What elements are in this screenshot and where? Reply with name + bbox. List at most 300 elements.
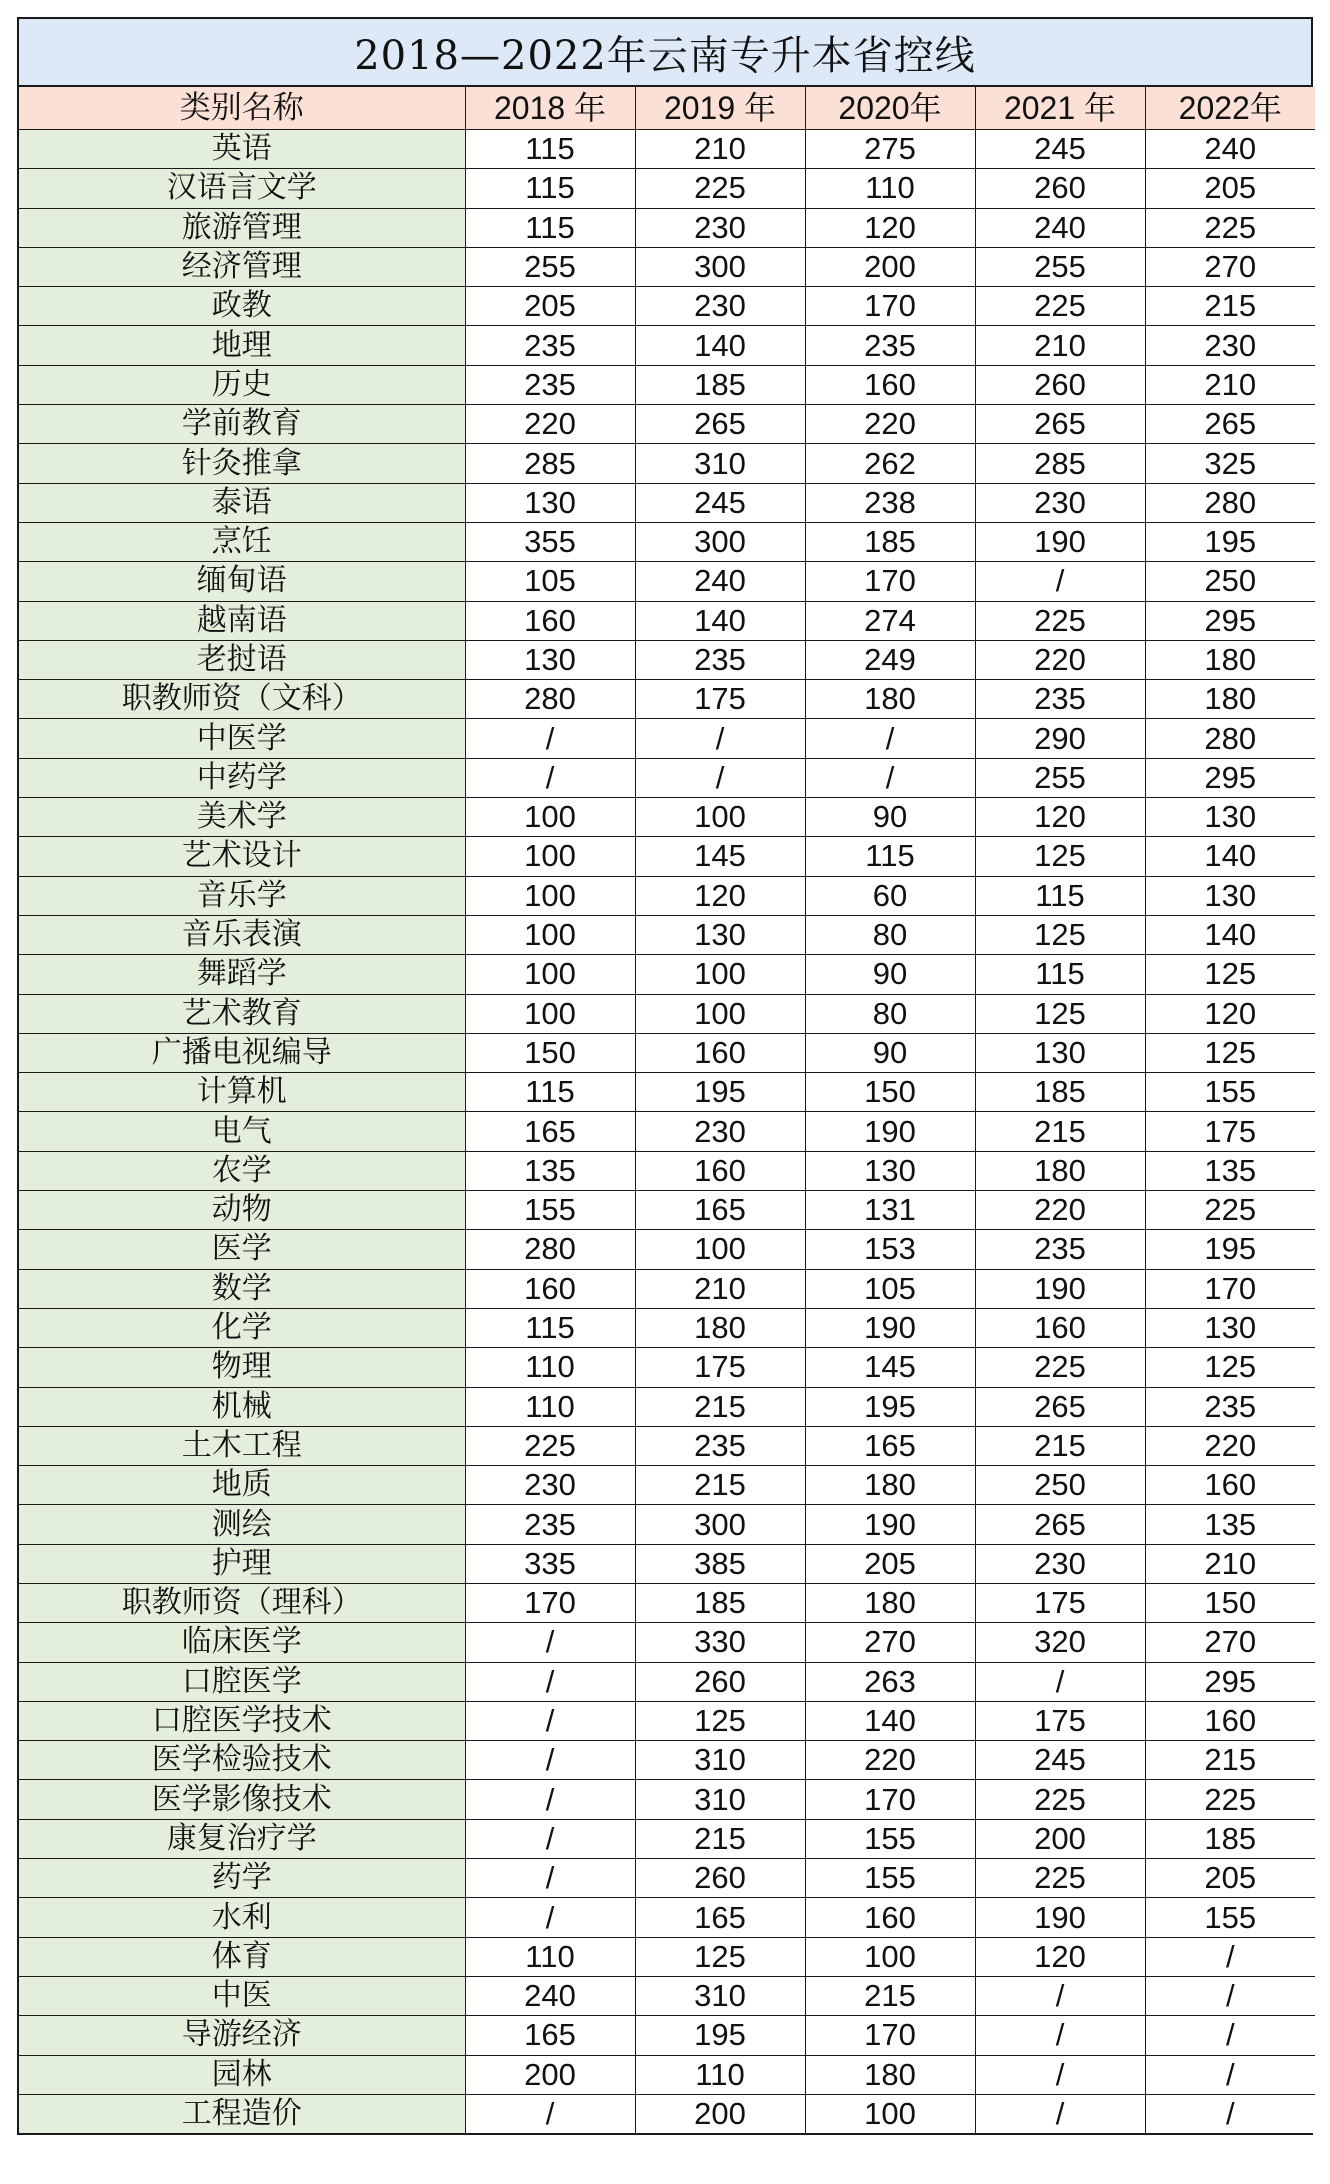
table-row xyxy=(19,1544,1315,1583)
score-cell-2020: 100 xyxy=(805,1937,975,1976)
score-cell-2022: 155 xyxy=(1145,1898,1315,1937)
table-row xyxy=(19,1859,1315,1898)
score-cell-2020: 220 xyxy=(805,1741,975,1780)
category-name-cell: 老挝语 xyxy=(19,640,465,679)
score-cell-2022: 180 xyxy=(1145,680,1315,719)
column-header-2021: 2021 年 xyxy=(975,87,1145,130)
score-cell-2021: 225 xyxy=(975,287,1145,326)
score-cell-2018: / xyxy=(465,1623,635,1662)
score-table-sheet xyxy=(17,17,1313,2135)
category-name-cell: 医学检验技术 xyxy=(19,1741,465,1780)
score-cell-2019: 145 xyxy=(635,837,805,876)
category-name-cell: 计算机 xyxy=(19,1073,465,1112)
score-cell-2021: / xyxy=(975,1976,1145,2015)
score-cell-2018: 135 xyxy=(465,1151,635,1190)
score-cell-2022: 195 xyxy=(1145,1230,1315,1269)
score-cell-2022: 185 xyxy=(1145,1819,1315,1858)
score-cell-2020: 100 xyxy=(805,2094,975,2133)
category-name-cell: 地质 xyxy=(19,1466,465,1505)
score-cell-2018: / xyxy=(465,1859,635,1898)
score-cell-2019: 125 xyxy=(635,1937,805,1976)
score-cell-2019: 140 xyxy=(635,326,805,365)
score-cell-2020: 238 xyxy=(805,483,975,522)
score-cell-2021: 260 xyxy=(975,365,1145,404)
score-cell-2022: 135 xyxy=(1145,1151,1315,1190)
score-cell-2020: 249 xyxy=(805,640,975,679)
score-cell-2018: 115 xyxy=(465,130,635,169)
score-cell-2020: 205 xyxy=(805,1544,975,1583)
score-cell-2021: 115 xyxy=(975,955,1145,994)
score-cell-2018: 115 xyxy=(465,169,635,208)
score-cell-2019: 195 xyxy=(635,1073,805,1112)
table-row xyxy=(19,955,1315,994)
category-name-cell: 汉语言文学 xyxy=(19,169,465,208)
score-cell-2019: 200 xyxy=(635,2094,805,2133)
table-row xyxy=(19,365,1315,404)
score-cell-2021: 175 xyxy=(975,1701,1145,1740)
score-cell-2021: 225 xyxy=(975,1348,1145,1387)
score-cell-2020: 185 xyxy=(805,522,975,561)
score-cell-2021: 220 xyxy=(975,1191,1145,1230)
score-cell-2019: 300 xyxy=(635,522,805,561)
column-header-2022: 2022年 xyxy=(1145,87,1315,130)
table-row xyxy=(19,483,1315,522)
score-cell-2022: 215 xyxy=(1145,287,1315,326)
score-cell-2018: 220 xyxy=(465,405,635,444)
category-name-cell: 口腔医学技术 xyxy=(19,1701,465,1740)
score-cell-2021: 260 xyxy=(975,169,1145,208)
score-cell-2021: / xyxy=(975,2016,1145,2055)
category-name-cell: 越南语 xyxy=(19,601,465,640)
score-cell-2021: 125 xyxy=(975,915,1145,954)
score-cell-2020: 170 xyxy=(805,287,975,326)
score-cell-2020: 90 xyxy=(805,798,975,837)
table-row xyxy=(19,1623,1315,1662)
score-cell-2021: 230 xyxy=(975,483,1145,522)
table-row xyxy=(19,601,1315,640)
score-cell-2021: 240 xyxy=(975,208,1145,247)
category-name-cell: 经济管理 xyxy=(19,247,465,286)
score-cell-2022: 225 xyxy=(1145,1780,1315,1819)
category-name-cell: 历史 xyxy=(19,365,465,404)
score-cell-2022: 220 xyxy=(1145,1426,1315,1465)
score-cell-2022: 180 xyxy=(1145,640,1315,679)
score-cell-2022: / xyxy=(1145,1976,1315,2015)
score-cell-2018: 280 xyxy=(465,680,635,719)
score-cell-2022: 280 xyxy=(1145,719,1315,758)
score-cell-2020: 153 xyxy=(805,1230,975,1269)
table-title: 2018—2022年云南专升本省控线 xyxy=(19,19,1311,87)
category-name-cell: 导游经济 xyxy=(19,2016,465,2055)
category-name-cell: 英语 xyxy=(19,130,465,169)
score-cell-2021: 175 xyxy=(975,1583,1145,1622)
score-cell-2018: 280 xyxy=(465,1230,635,1269)
score-cell-2022: 175 xyxy=(1145,1112,1315,1151)
table-row xyxy=(19,1741,1315,1780)
score-cell-2021: / xyxy=(975,562,1145,601)
score-cell-2018: 240 xyxy=(465,1976,635,2015)
score-cell-2021: / xyxy=(975,2094,1145,2133)
score-cell-2019: 185 xyxy=(635,365,805,404)
score-cell-2019: 310 xyxy=(635,1976,805,2015)
score-cell-2020: 200 xyxy=(805,247,975,286)
score-cell-2019: / xyxy=(635,758,805,797)
score-cell-2022: 235 xyxy=(1145,1387,1315,1426)
score-cell-2018: 130 xyxy=(465,483,635,522)
score-cell-2020: 195 xyxy=(805,1387,975,1426)
score-cell-2021: 290 xyxy=(975,719,1145,758)
score-cell-2019: 180 xyxy=(635,1308,805,1347)
score-cell-2018: 115 xyxy=(465,208,635,247)
column-header-2020: 2020年 xyxy=(805,87,975,130)
score-cell-2021: 200 xyxy=(975,1819,1145,1858)
score-cell-2019: 175 xyxy=(635,680,805,719)
score-cell-2019: 385 xyxy=(635,1544,805,1583)
score-cell-2021: 225 xyxy=(975,1780,1145,1819)
score-cell-2021: 215 xyxy=(975,1426,1145,1465)
score-cell-2022: / xyxy=(1145,2055,1315,2094)
score-cell-2021: 225 xyxy=(975,1859,1145,1898)
score-cell-2019: 160 xyxy=(635,1151,805,1190)
table-row xyxy=(19,2016,1315,2055)
category-name-cell: 政教 xyxy=(19,287,465,326)
category-name-cell: 职教师资（文科） xyxy=(19,680,465,719)
score-cell-2022: 195 xyxy=(1145,522,1315,561)
table-row xyxy=(19,522,1315,561)
score-cell-2021: 120 xyxy=(975,798,1145,837)
score-cell-2022: 125 xyxy=(1145,1348,1315,1387)
score-cell-2022: 215 xyxy=(1145,1741,1315,1780)
score-cell-2022: 270 xyxy=(1145,247,1315,286)
table-row xyxy=(19,1426,1315,1465)
table-row xyxy=(19,837,1315,876)
score-cell-2019: 330 xyxy=(635,1623,805,1662)
score-cell-2019: 265 xyxy=(635,405,805,444)
score-cell-2020: 160 xyxy=(805,365,975,404)
table-row xyxy=(19,1898,1315,1937)
category-name-cell: 园林 xyxy=(19,2055,465,2094)
score-cell-2019: 230 xyxy=(635,208,805,247)
score-cell-2018: / xyxy=(465,719,635,758)
score-cell-2019: 210 xyxy=(635,130,805,169)
table-row xyxy=(19,1308,1315,1347)
score-cell-2018: 160 xyxy=(465,1269,635,1308)
score-cell-2020: 270 xyxy=(805,1623,975,1662)
table-row xyxy=(19,444,1315,483)
score-cell-2020: 180 xyxy=(805,1466,975,1505)
score-cell-2018: 355 xyxy=(465,522,635,561)
score-cell-2020: 60 xyxy=(805,876,975,915)
score-cell-2021: 225 xyxy=(975,601,1145,640)
table-row xyxy=(19,169,1315,208)
score-cell-2020: 263 xyxy=(805,1662,975,1701)
score-cell-2019: 120 xyxy=(635,876,805,915)
score-cell-2022: 325 xyxy=(1145,444,1315,483)
header-row xyxy=(19,87,1315,130)
score-cell-2021: 265 xyxy=(975,1505,1145,1544)
score-cell-2020: / xyxy=(805,758,975,797)
score-cell-2019: 160 xyxy=(635,1033,805,1072)
category-name-cell: 临床医学 xyxy=(19,1623,465,1662)
score-cell-2020: 180 xyxy=(805,680,975,719)
score-cell-2022: 205 xyxy=(1145,169,1315,208)
score-cell-2022: 160 xyxy=(1145,1466,1315,1505)
score-cell-2020: 115 xyxy=(805,837,975,876)
score-cell-2019: 310 xyxy=(635,1741,805,1780)
score-cell-2020: 190 xyxy=(805,1308,975,1347)
score-table xyxy=(19,87,1315,2133)
table-row xyxy=(19,2055,1315,2094)
table-row xyxy=(19,680,1315,719)
table-row xyxy=(19,326,1315,365)
score-cell-2021: 160 xyxy=(975,1308,1145,1347)
score-cell-2022: 160 xyxy=(1145,1701,1315,1740)
score-cell-2022: 295 xyxy=(1145,1662,1315,1701)
score-cell-2019: 175 xyxy=(635,1348,805,1387)
score-cell-2020: 120 xyxy=(805,208,975,247)
score-cell-2018: 160 xyxy=(465,601,635,640)
score-cell-2021: 125 xyxy=(975,994,1145,1033)
score-cell-2021: 180 xyxy=(975,1151,1145,1190)
score-cell-2018: 235 xyxy=(465,365,635,404)
score-cell-2020: 275 xyxy=(805,130,975,169)
score-cell-2022: 210 xyxy=(1145,365,1315,404)
category-name-cell: 农学 xyxy=(19,1151,465,1190)
table-row xyxy=(19,1701,1315,1740)
score-cell-2021: 245 xyxy=(975,130,1145,169)
score-cell-2018: 205 xyxy=(465,287,635,326)
category-name-cell: 护理 xyxy=(19,1544,465,1583)
score-cell-2021: 185 xyxy=(975,1073,1145,1112)
score-cell-2020: 90 xyxy=(805,1033,975,1072)
score-cell-2021: 265 xyxy=(975,405,1145,444)
category-name-cell: 物理 xyxy=(19,1348,465,1387)
score-cell-2022: 295 xyxy=(1145,758,1315,797)
category-name-cell: 化学 xyxy=(19,1308,465,1347)
category-name-cell: 针灸推拿 xyxy=(19,444,465,483)
table-row xyxy=(19,1583,1315,1622)
table-row xyxy=(19,994,1315,1033)
score-cell-2018: 155 xyxy=(465,1191,635,1230)
column-header-2019: 2019 年 xyxy=(635,87,805,130)
table-row xyxy=(19,798,1315,837)
score-cell-2020: 80 xyxy=(805,994,975,1033)
category-name-cell: 学前教育 xyxy=(19,405,465,444)
category-name-cell: 音乐表演 xyxy=(19,915,465,954)
category-name-cell: 数学 xyxy=(19,1269,465,1308)
table-row xyxy=(19,1073,1315,1112)
category-name-cell: 动物 xyxy=(19,1191,465,1230)
score-cell-2021: 235 xyxy=(975,680,1145,719)
score-cell-2020: 170 xyxy=(805,2016,975,2055)
category-name-cell: 土木工程 xyxy=(19,1426,465,1465)
score-cell-2018: / xyxy=(465,1780,635,1819)
score-cell-2021: 255 xyxy=(975,247,1145,286)
score-cell-2020: 155 xyxy=(805,1859,975,1898)
score-cell-2018: 100 xyxy=(465,837,635,876)
score-cell-2021: 285 xyxy=(975,444,1145,483)
category-name-cell: 机械 xyxy=(19,1387,465,1426)
score-cell-2018: 100 xyxy=(465,994,635,1033)
score-cell-2019: 215 xyxy=(635,1466,805,1505)
score-cell-2018: / xyxy=(465,1701,635,1740)
column-header-2018: 2018 年 xyxy=(465,87,635,130)
score-cell-2018: 165 xyxy=(465,2016,635,2055)
score-cell-2022: 270 xyxy=(1145,1623,1315,1662)
column-header-category: 类别名称 xyxy=(19,87,465,130)
score-cell-2020: 180 xyxy=(805,2055,975,2094)
score-cell-2022: 140 xyxy=(1145,837,1315,876)
score-cell-2021: 320 xyxy=(975,1623,1145,1662)
score-cell-2019: 100 xyxy=(635,1230,805,1269)
table-row xyxy=(19,1505,1315,1544)
score-cell-2018: 225 xyxy=(465,1426,635,1465)
category-name-cell: 医学 xyxy=(19,1230,465,1269)
table-row xyxy=(19,1348,1315,1387)
category-name-cell: 口腔医学 xyxy=(19,1662,465,1701)
score-cell-2019: 125 xyxy=(635,1701,805,1740)
score-cell-2021: 115 xyxy=(975,876,1145,915)
category-name-cell: 艺术设计 xyxy=(19,837,465,876)
score-cell-2018: 110 xyxy=(465,1937,635,1976)
score-cell-2020: 170 xyxy=(805,562,975,601)
score-cell-2022: 135 xyxy=(1145,1505,1315,1544)
table-row xyxy=(19,1151,1315,1190)
table-row xyxy=(19,1269,1315,1308)
score-cell-2019: 310 xyxy=(635,1780,805,1819)
score-cell-2020: 80 xyxy=(805,915,975,954)
score-cell-2018: 170 xyxy=(465,1583,635,1622)
score-cell-2020: 145 xyxy=(805,1348,975,1387)
score-cell-2021: 245 xyxy=(975,1741,1145,1780)
score-cell-2019: 100 xyxy=(635,955,805,994)
score-cell-2019: 225 xyxy=(635,169,805,208)
score-cell-2020: 130 xyxy=(805,1151,975,1190)
table-row xyxy=(19,915,1315,954)
score-cell-2022: 225 xyxy=(1145,208,1315,247)
score-cell-2019: 140 xyxy=(635,601,805,640)
score-cell-2022: 150 xyxy=(1145,1583,1315,1622)
score-cell-2018: 110 xyxy=(465,1348,635,1387)
score-cell-2022: 130 xyxy=(1145,1308,1315,1347)
score-cell-2019: 185 xyxy=(635,1583,805,1622)
score-cell-2021: 130 xyxy=(975,1033,1145,1072)
table-row xyxy=(19,2094,1315,2133)
score-cell-2022: 210 xyxy=(1145,1544,1315,1583)
score-cell-2019: 235 xyxy=(635,1426,805,1465)
score-cell-2022: / xyxy=(1145,2094,1315,2133)
category-name-cell: 康复治疗学 xyxy=(19,1819,465,1858)
category-name-cell: 艺术教育 xyxy=(19,994,465,1033)
table-row xyxy=(19,562,1315,601)
score-cell-2019: 110 xyxy=(635,2055,805,2094)
score-cell-2021: 120 xyxy=(975,1937,1145,1976)
score-cell-2018: / xyxy=(465,1819,635,1858)
score-cell-2022: 230 xyxy=(1145,326,1315,365)
score-cell-2019: 310 xyxy=(635,444,805,483)
score-cell-2020: 262 xyxy=(805,444,975,483)
score-cell-2019: 230 xyxy=(635,287,805,326)
score-cell-2018: 150 xyxy=(465,1033,635,1072)
score-cell-2019: 245 xyxy=(635,483,805,522)
score-cell-2019: 100 xyxy=(635,994,805,1033)
category-name-cell: 烹饪 xyxy=(19,522,465,561)
score-cell-2022: 120 xyxy=(1145,994,1315,1033)
score-cell-2022: 155 xyxy=(1145,1073,1315,1112)
category-name-cell: 中药学 xyxy=(19,758,465,797)
table-row xyxy=(19,208,1315,247)
score-cell-2018: 110 xyxy=(465,1387,635,1426)
table-row xyxy=(19,758,1315,797)
score-cell-2019: 130 xyxy=(635,915,805,954)
score-cell-2022: 125 xyxy=(1145,1033,1315,1072)
table-row xyxy=(19,876,1315,915)
category-name-cell: 旅游管理 xyxy=(19,208,465,247)
score-cell-2022: 140 xyxy=(1145,915,1315,954)
score-cell-2018: / xyxy=(465,2094,635,2133)
score-cell-2022: 225 xyxy=(1145,1191,1315,1230)
score-cell-2021: 210 xyxy=(975,326,1145,365)
score-cell-2020: 140 xyxy=(805,1701,975,1740)
table-row xyxy=(19,1033,1315,1072)
score-cell-2018: 200 xyxy=(465,2055,635,2094)
score-cell-2021: 255 xyxy=(975,758,1145,797)
score-cell-2018: 100 xyxy=(465,915,635,954)
table-row xyxy=(19,1191,1315,1230)
score-cell-2021: 235 xyxy=(975,1230,1145,1269)
category-name-cell: 美术学 xyxy=(19,798,465,837)
score-cell-2019: 260 xyxy=(635,1662,805,1701)
table-row xyxy=(19,287,1315,326)
score-cell-2020: 220 xyxy=(805,405,975,444)
score-cell-2021: 265 xyxy=(975,1387,1145,1426)
score-cell-2018: 100 xyxy=(465,955,635,994)
score-cell-2019: 165 xyxy=(635,1191,805,1230)
score-cell-2020: 131 xyxy=(805,1191,975,1230)
category-name-cell: 体育 xyxy=(19,1937,465,1976)
score-cell-2022: 295 xyxy=(1145,601,1315,640)
score-cell-2020: 170 xyxy=(805,1780,975,1819)
table-row xyxy=(19,1112,1315,1151)
score-cell-2021: / xyxy=(975,2055,1145,2094)
category-name-cell: 广播电视编导 xyxy=(19,1033,465,1072)
score-cell-2018: 100 xyxy=(465,798,635,837)
score-cell-2018: 115 xyxy=(465,1073,635,1112)
table-body xyxy=(19,130,1315,2134)
score-cell-2019: 235 xyxy=(635,640,805,679)
score-cell-2021: 125 xyxy=(975,837,1145,876)
score-cell-2019: 195 xyxy=(635,2016,805,2055)
score-cell-2019: 165 xyxy=(635,1898,805,1937)
score-cell-2020: 180 xyxy=(805,1583,975,1622)
score-cell-2022: 130 xyxy=(1145,798,1315,837)
score-cell-2018: 230 xyxy=(465,1466,635,1505)
score-cell-2018: 165 xyxy=(465,1112,635,1151)
score-cell-2022: 265 xyxy=(1145,405,1315,444)
score-cell-2020: 150 xyxy=(805,1073,975,1112)
score-cell-2022: 240 xyxy=(1145,130,1315,169)
category-name-cell: 音乐学 xyxy=(19,876,465,915)
score-cell-2018: 255 xyxy=(465,247,635,286)
score-cell-2020: 235 xyxy=(805,326,975,365)
score-cell-2022: 130 xyxy=(1145,876,1315,915)
score-cell-2018: / xyxy=(465,1898,635,1937)
table-row xyxy=(19,1819,1315,1858)
table-row xyxy=(19,1387,1315,1426)
category-name-cell: 水利 xyxy=(19,1898,465,1937)
category-name-cell: 职教师资（理科） xyxy=(19,1583,465,1622)
score-cell-2020: / xyxy=(805,719,975,758)
